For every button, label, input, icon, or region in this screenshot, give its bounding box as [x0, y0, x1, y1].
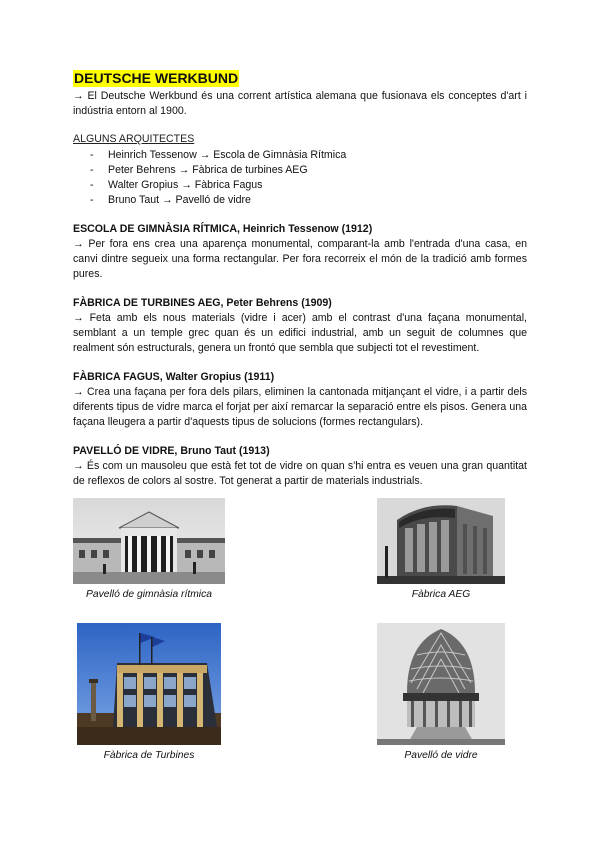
list-item-text: Heinrich Tessenow → Escola de Gimnàsia Rítmica: [108, 149, 347, 161]
section-title-pavello: PAVELLÓ DE VIDRE, Bruno Taut (1913): [73, 445, 270, 457]
list-item: [73, 178, 527, 193]
figure-fagus: [77, 623, 221, 761]
list-dash: -: [90, 149, 94, 161]
caption-aeg: Fàbrica AEG: [411, 589, 471, 600]
list-dash: -: [90, 164, 94, 176]
figure-gimnasia: [73, 498, 225, 600]
list-dash: -: [90, 179, 94, 191]
list-item-text: Walter Gropius → Fàbrica Fagus: [108, 179, 263, 191]
section-text-escola: → Per fora ens crea una aparença monumental, comparant-la amb l'entrada d'una casa, en canvi dintre segueix una forma rectangular. Per fora recorreix el món de la tradició amb formes pures.: [73, 238, 527, 280]
architects-heading: ALGUNS ARQUITECTES: [73, 133, 195, 145]
section-text-pavello: → És com un mausoleu que està fet tot de vidre on quan s'hi entra es veuen una gran quantitat de reflexos de colors al sostre. Tot generat a partir de materials industrials.: [73, 460, 527, 487]
section-title-aeg: FÀBRICA DE TURBINES AEG, Peter Behrens (1909): [73, 297, 332, 309]
figure-aeg: [377, 498, 505, 600]
document-body: [73, 70, 527, 489]
caption-pavello: Pavelló de vidre: [404, 750, 478, 761]
pavello-photo: [377, 623, 505, 745]
figure-pavello: [377, 623, 505, 761]
section-text-aeg: → Feta amb els nous materials (vidre i acer) amb el contrast d'una façana monumental, semblant a un temple grec quan és un edifici industrial, amb un seguit de columnes que realment són estructurals, genera un frontó que sembla que subjecti tot el revestiment.: [73, 312, 527, 354]
aeg-photo: [377, 498, 505, 584]
list-item: [73, 163, 527, 178]
section-title-escola: ESCOLA DE GIMNÀSIA RÍTMICA, Heinrich Tessenow (1912): [73, 223, 373, 235]
architects-list: [73, 148, 527, 208]
list-item: [73, 193, 527, 208]
list-item: [73, 148, 527, 163]
fagus-photo: [77, 623, 221, 745]
intro-paragraph: → El Deutsche Werkbund és una corrent artística alemana que fusionava els conceptes d'art i indústria entorn al 1900.: [73, 90, 527, 117]
gimnasia-photo: [73, 498, 225, 584]
list-dash: -: [90, 194, 94, 206]
section-title-fagus: FÀBRICA FAGUS, Walter Gropius (1911): [73, 371, 275, 383]
section-text-fagus: → Crea una façana per fora dels pilars, eliminen la cantonada mitjançant el vidre, i a partir dels diferents tipus de vidre marca el forjat per així remarcar la separació entre els pisos. Genera una façana lleugera a partir d'aquests tipus de solucions (formes rectangulars).: [73, 386, 527, 428]
list-item-text: Peter Behrens → Fàbrica de turbines AEG: [108, 164, 308, 176]
caption-gimnasia: Pavelló de gimnàsia rítmica: [86, 589, 212, 600]
list-item-text: Bruno Taut → Pavelló de vidre: [108, 194, 251, 206]
document-title: DEUTSCHE WERKBUND: [74, 70, 239, 86]
caption-fagus: Fàbrica de Turbines: [103, 750, 195, 761]
